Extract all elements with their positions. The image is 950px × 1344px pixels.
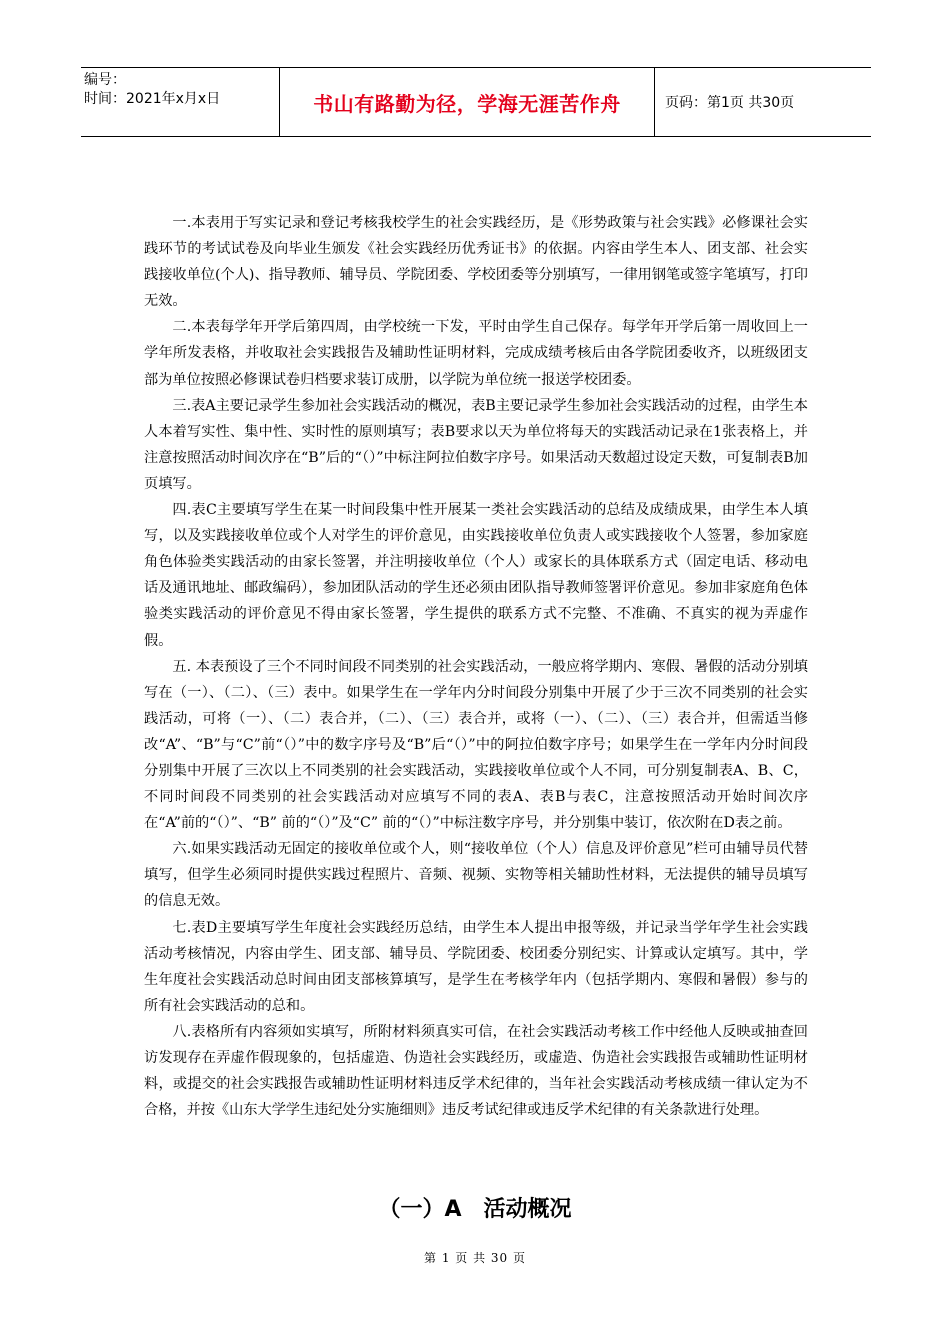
paragraph-3: 三.表A主要记录学生参加社会实践活动的概况，表B主要记录学生参加社会实践活动的过程，由学生本人本着写实性、集中性、实时性的原则填写；表B要求以天为单位将每天的实践活动记录在1张表格上，并注意按照活动时间次序在“B”后的“（）”中标注阿拉伯数字序号。如果活动天数超过设定天数，可复制表B加页填写。 — [144, 397, 808, 492]
section-title: （一）A 活动概况 — [378, 1197, 572, 1222]
paragraph-2: 二.本表每学年开学后第四周，由学校统一下发，平时由学生自己保存。每学年开学后第一周收回上一学年所发表格，并收取社会实践报告及辅助性证明材料，完成成绩考核后由各学院团委收齐，以班级团支部为单位按照必修课试卷归档要求装订成册，以学院为单位统一报送学校团委。 — [144, 319, 808, 388]
paragraph-7: 七.表D主要填写学生年度社会实践经历总结，由学生本人提出申报等级，并记录当学年学生社会实践活动考核情况，内容由学生、团支部、辅导员、学院团委、校团委分别纪实、计算或认定填写。其中，学生年度社会实践活动总时间由团支部核算填写，是学生在考核学年内（包括学期内、寒假和暑假）参与的所有社会实践活动的总和。 — [144, 919, 808, 1014]
serial-label: 编号： — [84, 72, 126, 88]
page-footer: 第 1 页 共 30 页 — [424, 1251, 526, 1265]
header-page-info-cell — [655, 68, 871, 136]
paragraph-6: 六.如果实践活动无固定的接收单位或个人，则“接收单位（个人）信息及评价意见”栏可由辅导员代替填写，但学生必须同时提供实践过程照片、音频、视频、实物等相关辅助性材料，无法提供的辅导员填写的信息无效。 — [144, 841, 808, 910]
time-label: 时间：2021年x月x日 — [84, 91, 221, 107]
paragraph-4: 四.表C主要填写学生在某一时间段集中性开展某一类社会实践活动的总结及成绩成果，由学生本人填写，以及实践接收单位或个人对学生的评价意见，由实践接收单位负责人或实践接收个人签署，参加家庭角色体验类实践活动的由家长签署，并注明接收单位（个人）或家长的具体联系方式（固定电话、移动电话及通讯地址、邮政编码），参加团队活动的学生还必须由团队指导教师签署评价意见。参加非家庭角色体验类实践活动的评价意见不得由家长签署，学生提供的联系方式不完整、不准确、不真实的视为弄虚作假。 — [144, 502, 808, 649]
instructions-body — [144, 210, 808, 1123]
page-info: 页码：第1页 共30页 — [665, 95, 795, 111]
paragraph-5: 五. 本表预设了三个不同时间段不同类别的社会实践活动，一般应将学期内、寒假、暑假的活动分别填写在（一）、（二）、（三）表中。如果学生在一学年内分时间段分别集中开展了少于三次不同类别的社会实践活动，可将（一）、（二）表合并，（二）、（三）表合并，或将（一）、（二）、（三）表合并，但需适当修改“A”、“B”与“C”前“（）”中的数字序号及“B”后“（）”中的阿拉伯数字序号；如果学生在一学年内分时间段分别集中开展了三次以上不同类别的社会实践活动，实践接收单位或个人不同，可分别复制表A、B、C，不同时间段不同类别的社会实践活动对应填写不同的表A、表B与表C，注意按照活动开始时间次序在“A”前的“（）”、“B” 前的“（）”及“C” 前的“（）”中标注数字序号，并分别集中装订，依次附在D表之前。 — [144, 658, 808, 832]
page-header — [81, 67, 871, 137]
paragraph-8: 八.表格所有内容须如实填写，所附材料须真实可信，在社会实践活动考核工作中经他人反映或抽查回访发现存在弄虚作假现象的，包括虚造、伪造社会实践经历，或虚造、伪造社会实践报告或辅助性证明材料，或提交的社会实践报告或辅助性证明材料违反学术纪律的，当年社会实践活动考核成绩一律认定为不合格，并按《山东大学学生违纪处分实施细则》违反考试纪律或违反学术纪律的有关条款进行处理。 — [144, 1023, 808, 1119]
header-meta — [81, 68, 280, 136]
motto: 书山有路勤为径，学海无涯苦作舟 — [313, 91, 621, 116]
paragraph-1: 一.本表用于写实记录和登记考核我校学生的社会实践经历，是《形势政策与社会实践》必修课社会实践环节的考试试卷及向毕业生颁发《社会实践经历优秀证书》的依据。内容由学生本人、团支部、社会实践接收单位(个人)、指导教师、辅导员、学院团委、学校团委等分别填写，一律用钢笔或签字笔填写，打印无效。 — [144, 215, 808, 310]
header-motto-cell — [280, 68, 655, 136]
